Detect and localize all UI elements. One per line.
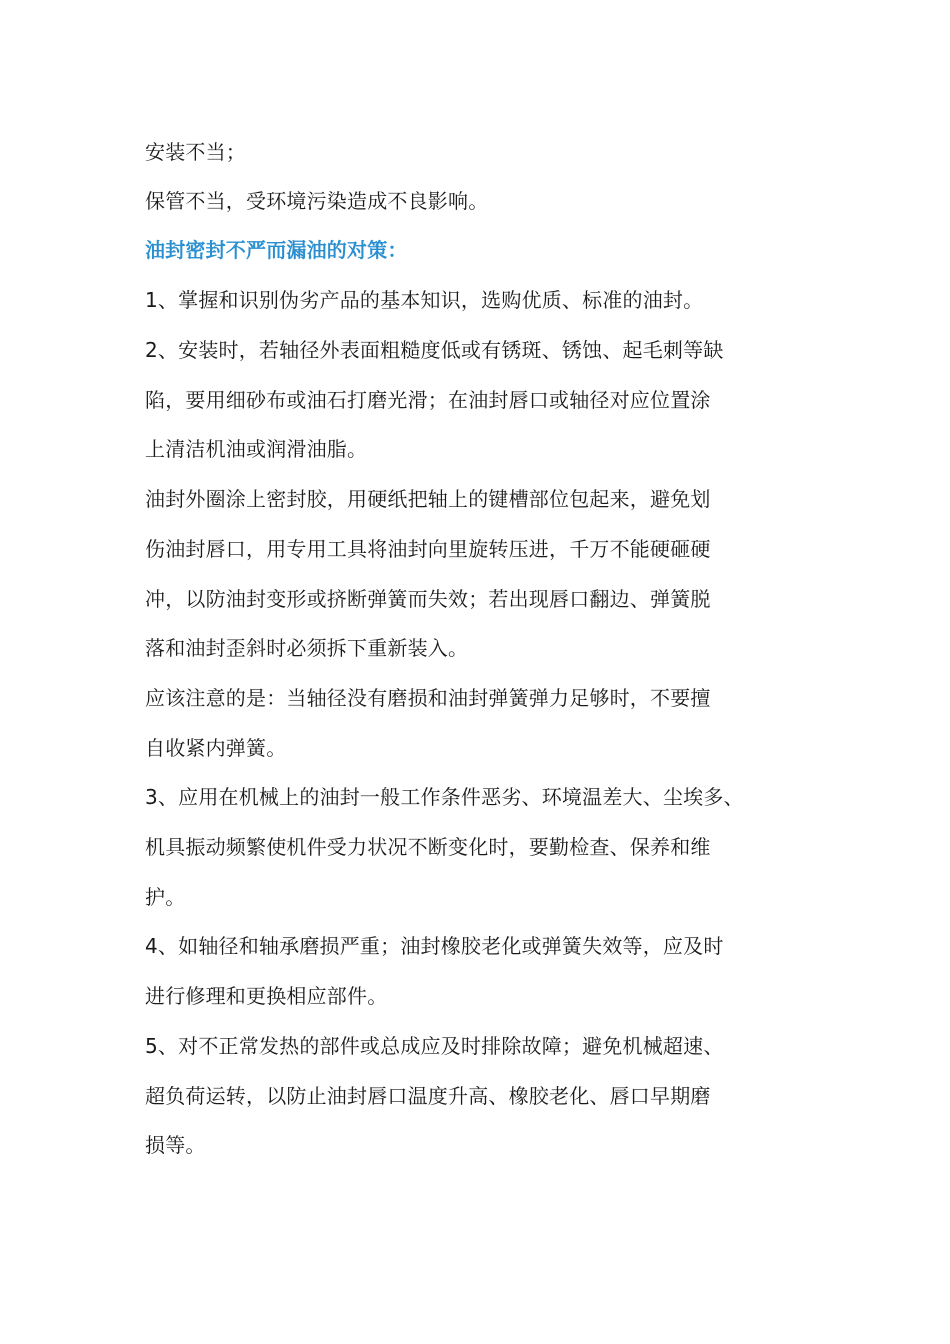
text-line-item-2-a: 2、安装时，若轴径外表面粗糙度低或有锈斑、锈蚀、起毛刺等缺 [145, 338, 724, 362]
text-line-para-d: 落和油封歪斜时必须拆下重新装入。 [145, 636, 469, 660]
text-line-item-3-c: 护。 [145, 885, 186, 909]
text-line-storage-improper: 保管不当，受环境污染造成不良影响。 [145, 189, 489, 213]
text-line-item-5-c: 损等。 [145, 1133, 206, 1157]
text-line-para-b: 伤油封唇口，用专用工具将油封向里旋转压进，千万不能硬砸硬 [145, 537, 711, 561]
text-line-item-2-c: 上清洁机油或润滑油脂。 [145, 437, 368, 461]
section-heading-countermeasures: 油封密封不严而漏油的对策： [145, 238, 408, 262]
text-line-para-c: 冲，以防油封变形或挤断弹簧而失效；若出现唇口翻边、弹簧脱 [145, 587, 711, 611]
text-line-item-4-a: 4、如轴径和轴承磨损严重；油封橡胶老化或弹簧失效等，应及时 [145, 934, 724, 958]
text-line-item-4-b: 进行修理和更换相应部件。 [145, 984, 388, 1008]
text-line-note-a: 应该注意的是：当轴径没有磨损和油封弹簧弹力足够时，不要擅 [145, 686, 711, 710]
text-line-para-a: 油封外圈涂上密封胶，用硬纸把轴上的键槽部位包起来，避免划 [145, 487, 711, 511]
text-line-item-5-b: 超负荷运转，以防止油封唇口温度升高、橡胶老化、唇口早期磨 [145, 1084, 711, 1108]
text-line-item-3-a: 3、应用在机械上的油封一般工作条件恶劣、环境温差大、尘埃多、 [145, 785, 744, 809]
text-line-item-3-b: 机具振动频繁使机件受力状况不断变化时，要勤检查、保养和维 [145, 835, 711, 859]
text-line-item-1: 1、掌握和识别伪劣产品的基本知识，选购优质、标准的油封。 [145, 288, 704, 312]
text-line-note-b: 自收紧内弹簧。 [145, 736, 287, 760]
text-line-item-2-b: 陷，要用细砂布或油石打磨光滑；在油封唇口或轴径对应位置涂 [145, 388, 711, 412]
text-line-install-improper: 安装不当； [145, 140, 246, 164]
text-line-item-5-a: 5、对不正常发热的部件或总成应及时排除故障；避免机械超速、 [145, 1034, 724, 1058]
